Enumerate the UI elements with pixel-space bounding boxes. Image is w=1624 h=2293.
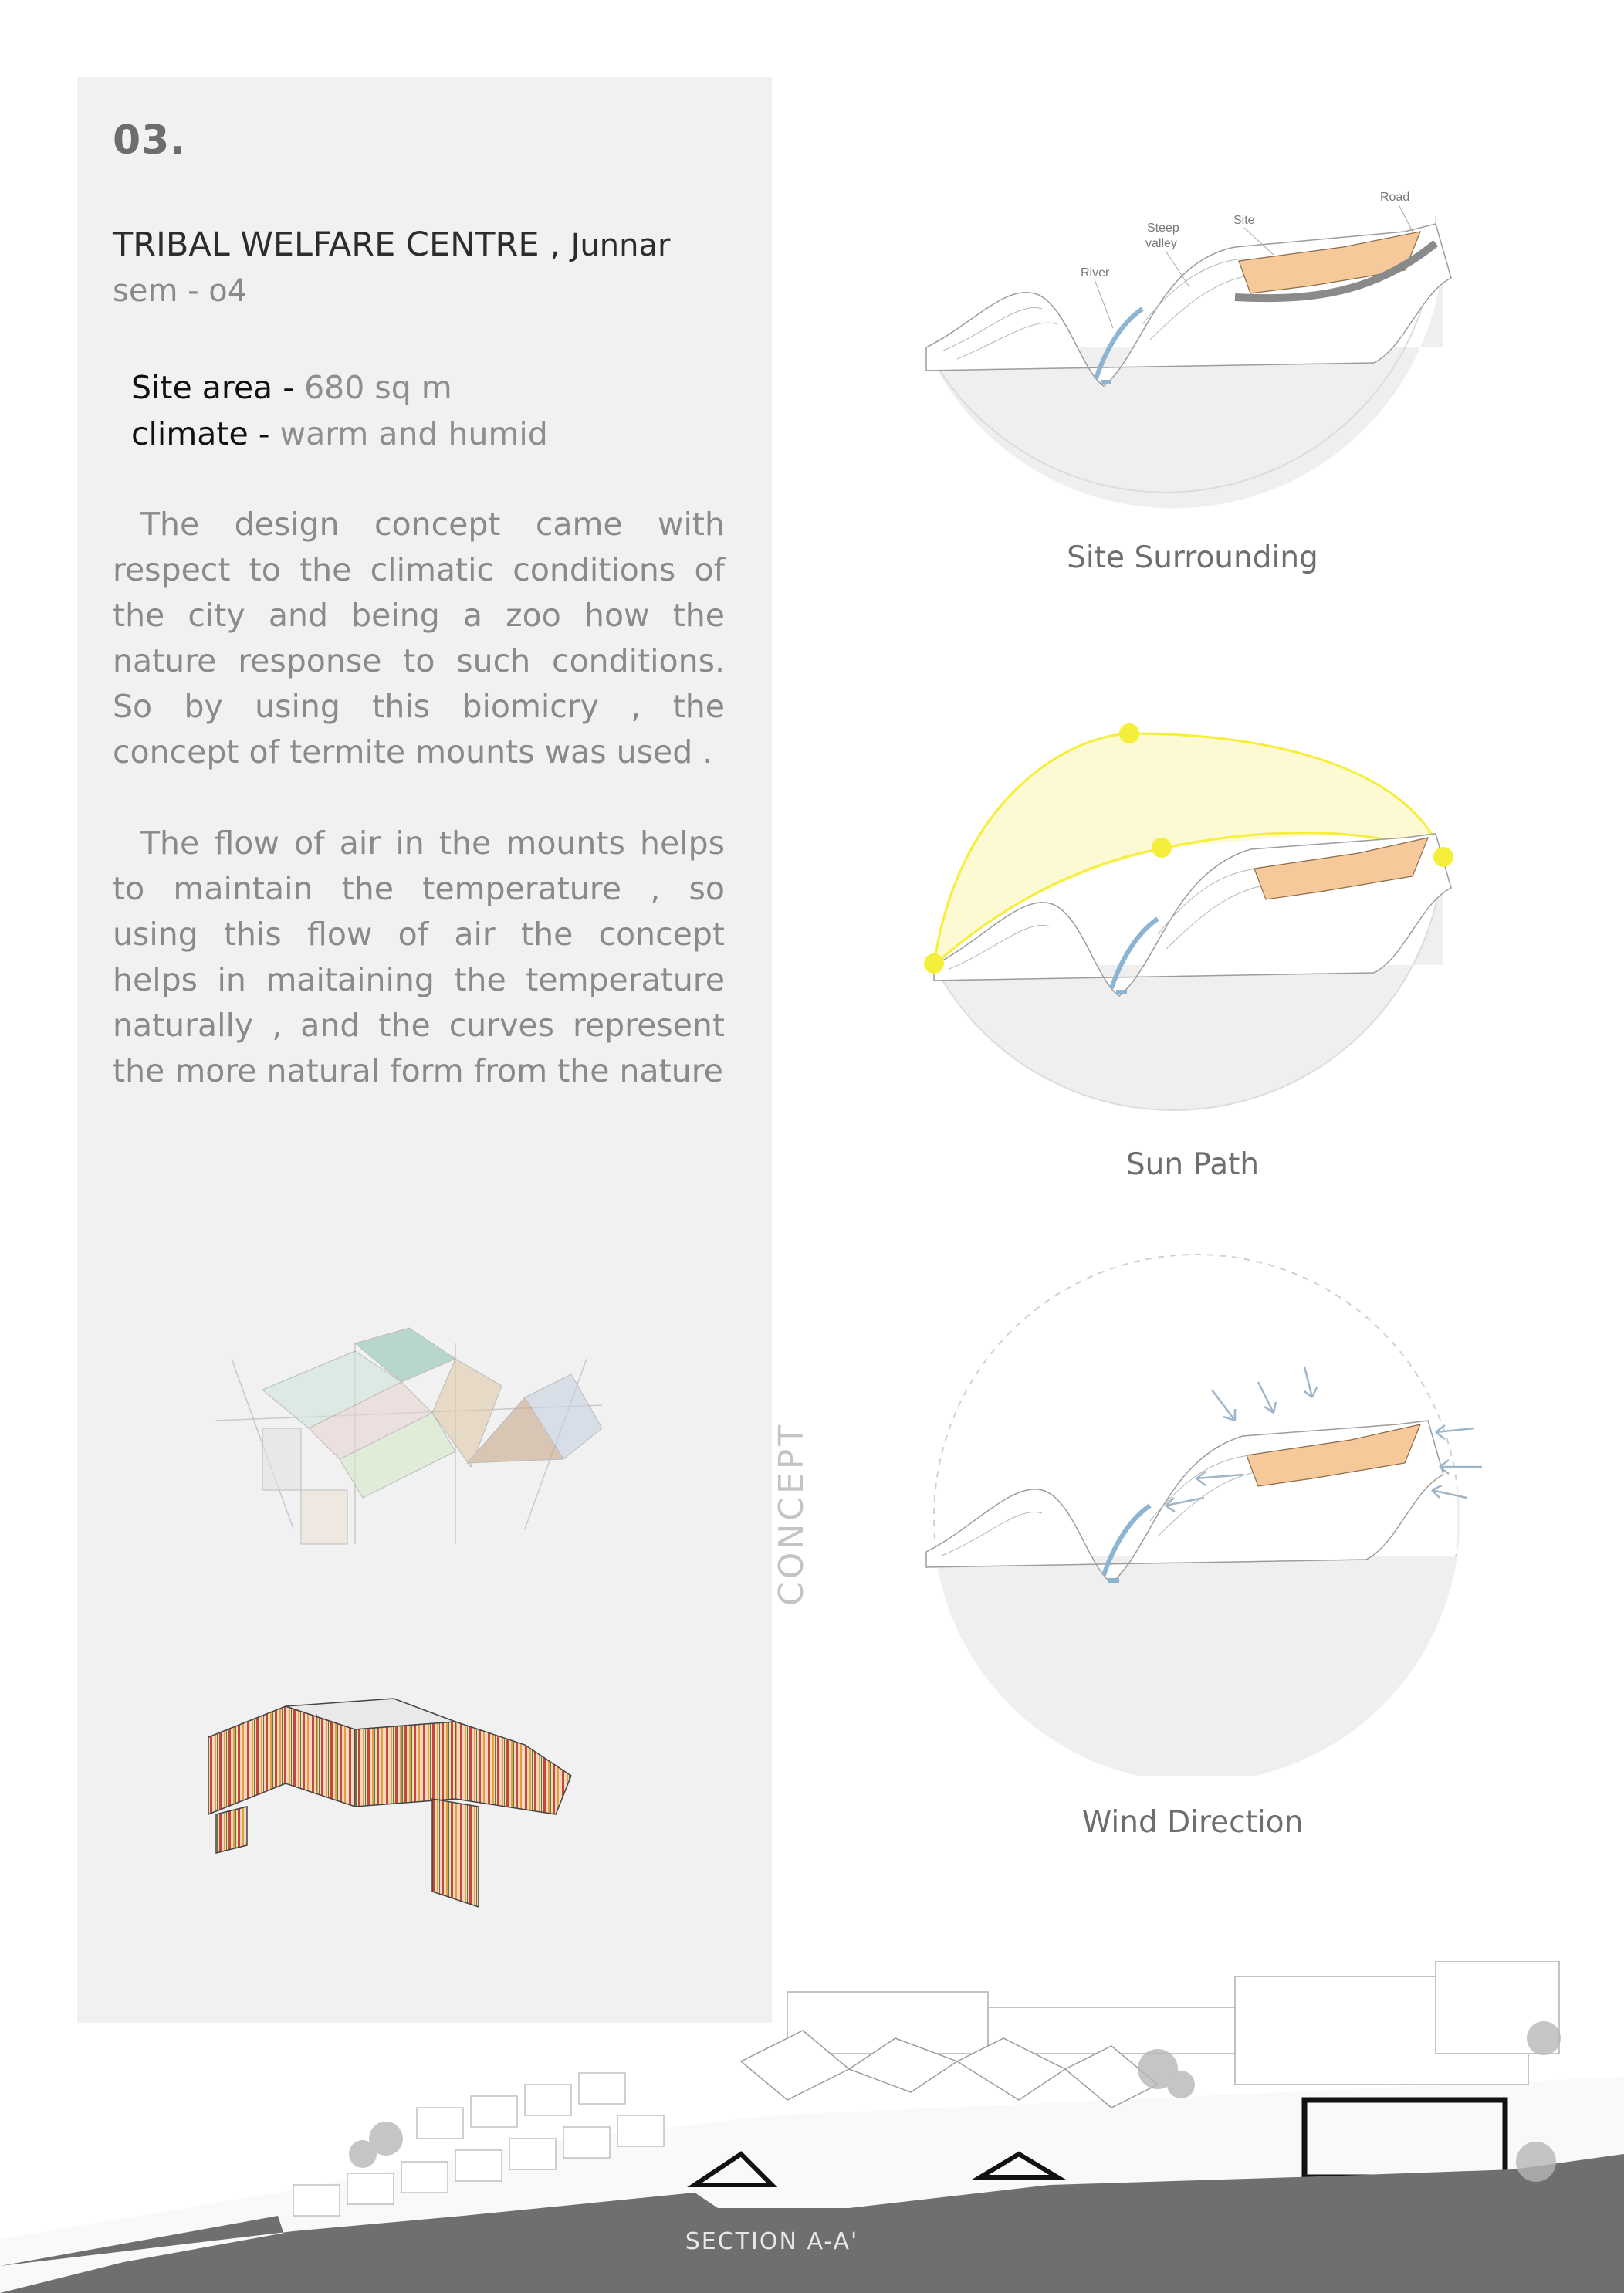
fact-value: 680 sq m: [304, 369, 452, 406]
concept-paragraph-1: The design concept came with respect to the climatic conditions of the city and being a zoo how the nature response to such conditions. So by using this biomicry , the concept of termite mounts was used .: [113, 506, 725, 771]
label-valley: valley: [1145, 237, 1177, 250]
site-surrounding-diagram: [911, 170, 1482, 540]
concept-paragraph-2: The flow of air in the mounts helps to maintain the temperature , so using this flow of air the concept helps in maitaining the temperature naturally , and the curves represent the more natural form from the nature: [113, 825, 725, 1089]
fact-separator: -: [272, 369, 305, 406]
label-road: Road: [1380, 191, 1410, 204]
label-steep: Steep: [1147, 222, 1179, 235]
fact-site-area: [131, 364, 548, 411]
sun-position-mid: [1152, 838, 1172, 858]
project-number: 03.: [113, 117, 187, 164]
concept-timber-model: [201, 1691, 602, 1938]
fact-separator: -: [248, 415, 280, 452]
sun-position-noon: [1119, 723, 1139, 743]
caption-site-surrounding: Site Surrounding: [1067, 540, 1318, 575]
project-location: Junnar: [570, 228, 671, 263]
site-facts: [131, 364, 548, 457]
concept-roof-sketch: [201, 1312, 633, 1560]
fact-label: climate: [131, 415, 249, 452]
caption-wind-direction: Wind Direction: [1081, 1805, 1304, 1840]
caption-sun-path: Sun Path: [1125, 1147, 1260, 1182]
project-title: [113, 225, 670, 264]
label-river: River: [1081, 266, 1110, 279]
sun-path-diagram: [911, 710, 1482, 1143]
section-label: SECTION A-A': [685, 2228, 859, 2255]
semester: sem - o4: [113, 273, 248, 309]
fact-climate: [131, 411, 548, 457]
wind-direction-diagram: [895, 1251, 1497, 1776]
label-site: Site: [1233, 214, 1255, 227]
sun-position-east: [1433, 847, 1453, 867]
fact-label: Site area: [131, 369, 273, 406]
fact-value: warm and humid: [279, 415, 548, 452]
sun-position-west: [924, 953, 944, 974]
project-title-text: TRIBAL WELFARE CENTRE ,: [113, 225, 560, 264]
concept-vertical-label: CONCEPT: [772, 1421, 811, 1606]
